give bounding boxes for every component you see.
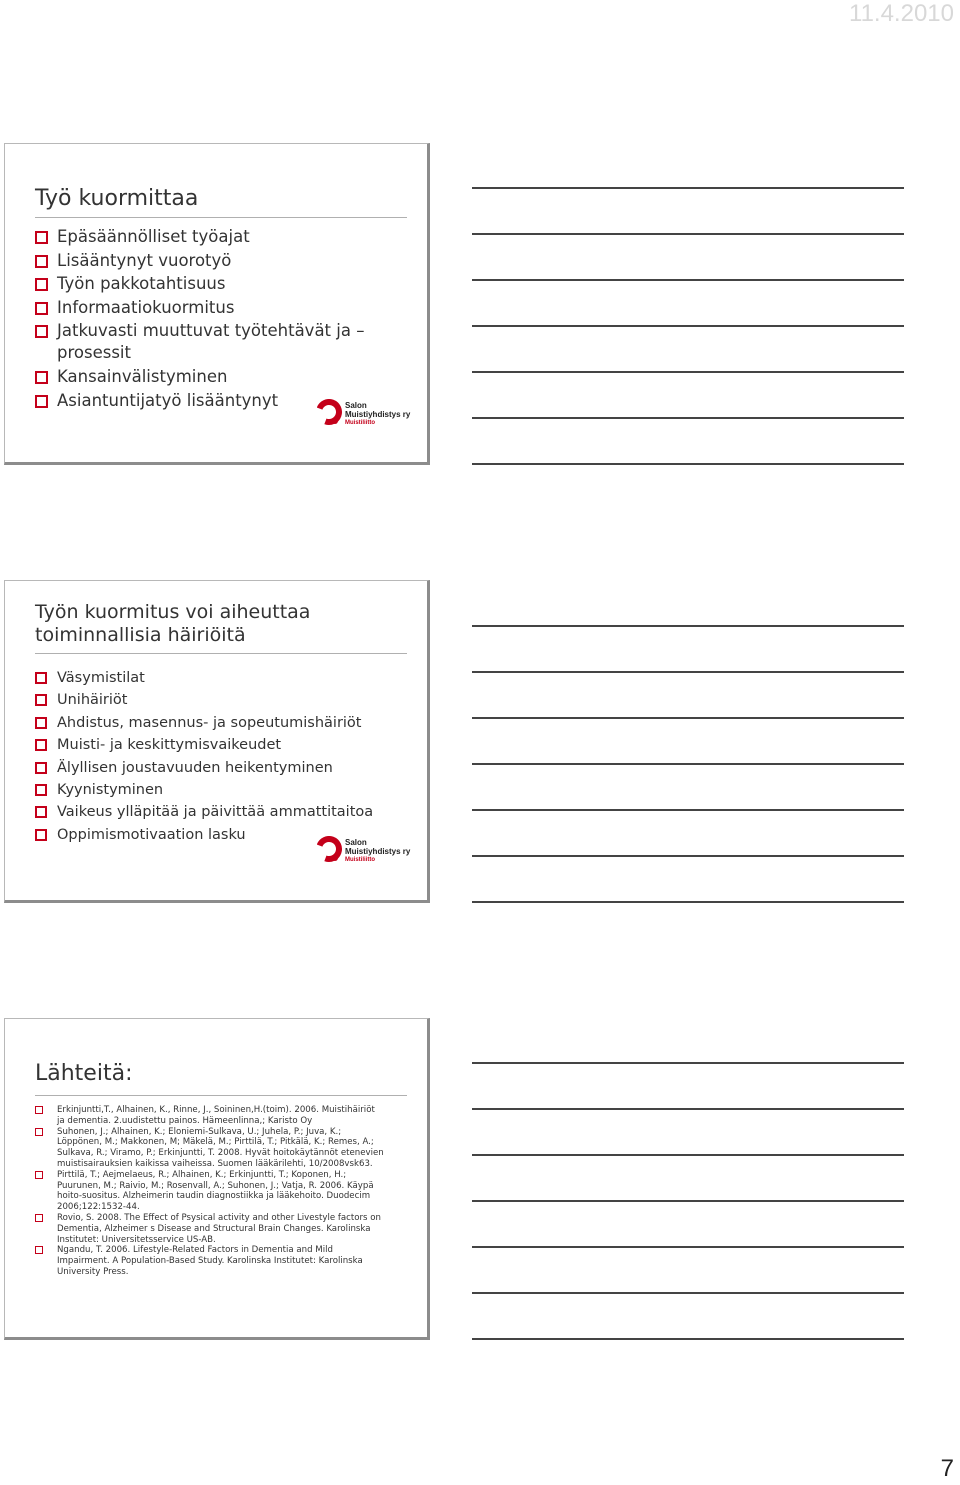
bullet-item: Oppimismotivaation lasku (35, 824, 407, 846)
page-number: 7 (940, 1455, 954, 1482)
checkbox-bullet-icon (35, 395, 48, 408)
checkbox-bullet-icon (35, 717, 47, 729)
bullet-item: Työn pakkotahtisuus (35, 273, 407, 295)
bullet-item: Väsymistilat (35, 667, 407, 689)
bullet-item: Ahdistus, masennus- ja sopeutumishäiriöt (35, 712, 407, 734)
bullet-item: Kansainvälistyminen (35, 366, 407, 388)
checkbox-bullet-icon (35, 1171, 43, 1179)
bullet-item: Älyllisen joustavuuden heikentyminen (35, 757, 407, 779)
slide-1 (4, 143, 430, 465)
title-underline (35, 217, 407, 218)
salon-muistiyhdistys-logo: Salon Muistiyhdistys ry Muistiliitto (317, 399, 407, 431)
checkbox-bullet-icon (35, 255, 48, 268)
checkbox-bullet-icon (35, 739, 47, 751)
title-underline (35, 1095, 407, 1096)
print-date: 11.4.2010 (849, 0, 954, 27)
bullet-item: Kyynistyminen (35, 779, 407, 801)
logo-mark-icon (317, 836, 343, 864)
checkbox-bullet-icon (35, 1106, 43, 1114)
bullet-item: Epäsäännölliset työajat (35, 226, 407, 248)
reference-item: Pirttilä, T.; Aejmelaeus, R.; Alhainen, K.; Erkinjuntti, T.; Koponen, H.; Puurunen, M.; Raivio, M.; Rosenvall, A.; Suhonen, J.; Vatja, R. 2006. Käypä hoito-suositus. Alzheimerin taudin diagnostiikka ja lääkehoito. Duodecim 2006;122:1532-44. (35, 1170, 385, 1213)
slide-3-title: Lähteitä: (35, 1061, 133, 1086)
checkbox-bullet-icon (35, 1246, 43, 1254)
checkbox-bullet-icon (35, 231, 48, 244)
references-list (35, 1105, 385, 1278)
checkbox-bullet-icon (35, 784, 47, 796)
slide-3 (4, 1018, 430, 1340)
reference-item: Ngandu, T. 2006. Lifestyle-Related Factors in Dementia and Mild Impairment. A Population-Based Study. Karolinska Institutet: Karolinska University Press. (35, 1245, 385, 1277)
bullet-item: Unihäiriöt (35, 689, 407, 711)
checkbox-bullet-icon (35, 762, 47, 774)
title-underline (35, 653, 407, 654)
checkbox-bullet-icon (35, 694, 47, 706)
bullet-item: Jatkuvasti muuttuvat työtehtävät ja – prosessit (35, 320, 407, 364)
checkbox-bullet-icon (35, 672, 47, 684)
bullet-item: Lisääntynyt vuorotyö (35, 250, 407, 272)
slide-2-title: Työn kuormitus voi aiheuttaa toiminnallisia häiriöitä (35, 601, 311, 646)
slide-2-bullet-list (35, 667, 407, 846)
checkbox-bullet-icon (35, 1128, 43, 1136)
bullet-item: Muisti- ja keskittymisvaikeudet (35, 734, 407, 756)
checkbox-bullet-icon (35, 806, 47, 818)
checkbox-bullet-icon (35, 371, 48, 384)
slide-2 (4, 580, 430, 903)
checkbox-bullet-icon (35, 278, 48, 291)
slide-1-bullet-list (35, 226, 407, 413)
reference-item: Erkinjuntti,T., Alhainen, K., Rinne, J., Soininen,H.(toim). 2006. Muistihäiriöt ja dementia. 2.uudistettu painos. Hämeenlinna,; Karisto Oy (35, 1105, 385, 1127)
checkbox-bullet-icon (35, 302, 48, 315)
checkbox-bullet-icon (35, 325, 48, 338)
logo-mark-icon (317, 399, 343, 427)
bullet-item: Vaikeus ylläpitää ja päivittää ammattitaitoa (35, 801, 407, 823)
bullet-item: Asiantuntijatyö lisääntynyt (35, 390, 407, 412)
reference-item: Suhonen, J.; Alhainen, K.; Eloniemi-Sulkava, U.; Juhela, P.; Juva, K.; Löppönen, M.; Makkonen, M; Mäkelä, M.; Pirttilä, T.; Pitkälä, K.; Remes, A.; Sulkava, R.; Viramo, P.; Erkinjuntti, T. 2008. Hyvät hoitokäytännöt etenevien muistisairauksien kaikissa vaiheissa. Suomen lääkärilehti, 10/2008vsk63. (35, 1127, 385, 1170)
checkbox-bullet-icon (35, 829, 47, 841)
bullet-item: Informaatiokuormitus (35, 297, 407, 319)
slide-1-title: Työ kuormittaa (35, 186, 199, 211)
salon-muistiyhdistys-logo: Salon Muistiyhdistys ry Muistiliitto (317, 836, 407, 868)
checkbox-bullet-icon (35, 1214, 43, 1222)
reference-item: Rovio, S. 2008. The Effect of Psysical activity and other Livestyle factors on Dementia, Alzheimer s Disease and Structural Brain Changes. Karolinska Institutet: Universitetsservice US-AB. (35, 1213, 385, 1245)
